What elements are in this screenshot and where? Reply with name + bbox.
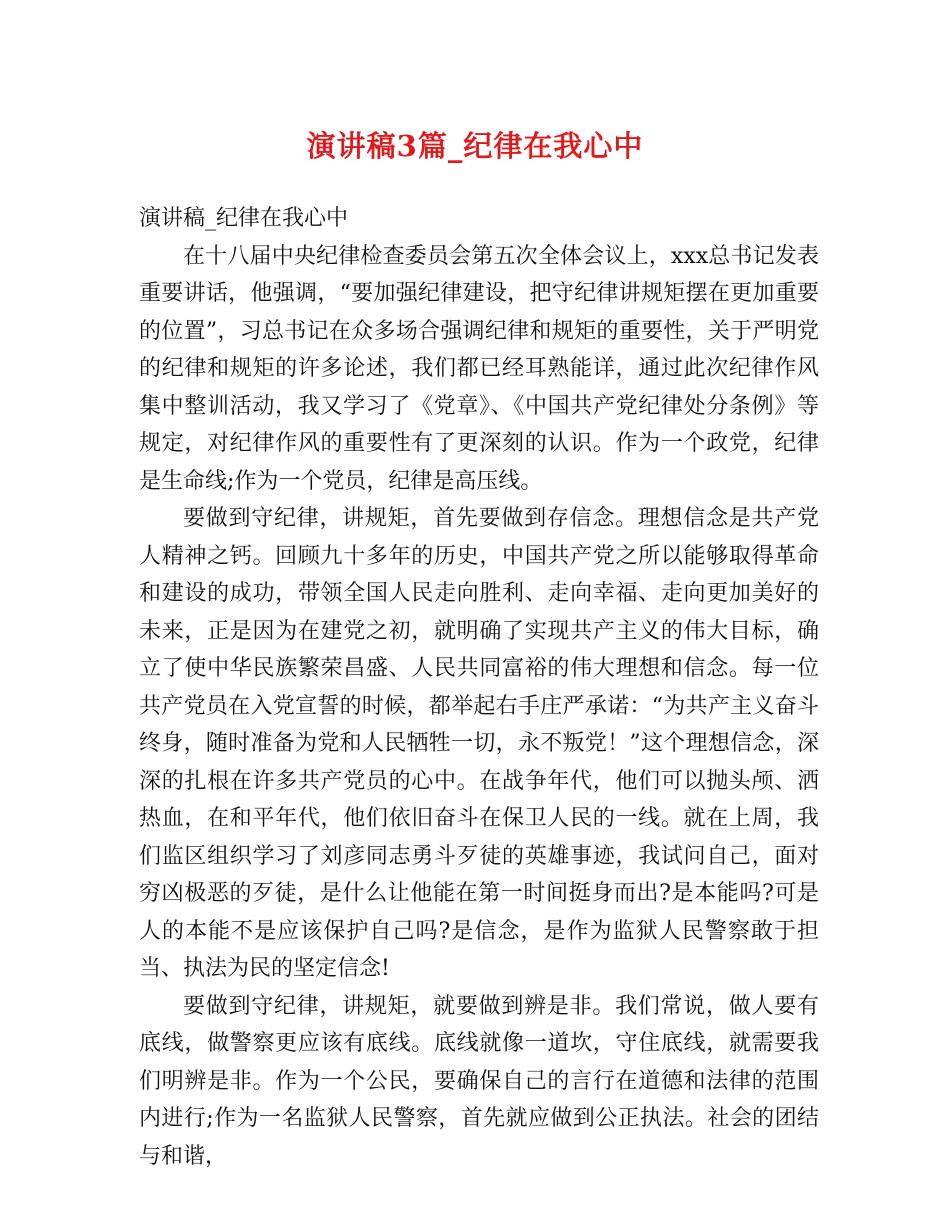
paragraph-3: 要做到守纪律，讲规矩，就要做到辨是非。我们常说，做人要有底线，做警察更应该有底线。底线就像一道坎，守住底线，就需要我们明辨是非。作为一个公民，要确保自己的言行在道德和法律的范围内进行;作为一名监狱人民警察，首先就应做到公正执法。社会的团结与和谐， bbox=[139, 993, 819, 1169]
paragraph-2: 要做到守纪律，讲规矩，首先要做到存信念。理想信念是共产党人精神之钙。回顾九十多年的历史，中国共产党之所以能够取得革命和建设的成功，带领全国人民走向胜利、走向幸福、走向更加美好的未来，正是因为在建党之初，就明确了实现共产主义的伟大目标，确立了使中华民族繁荣昌盛、人民共同富裕的伟大理想和信念。每一位共产党员在入党宣誓的时候，都举起右手庄严承诺：“为共产主义奋斗终身，随时准备为党和人民牺牲一切，永不叛党！”这个理想信念，深深的扎根在许多共产党员的心中。在战争年代，他们可以抛头颅、洒热血，在和平年代，他们依旧奋斗在保卫人民的一线。就在上周，我们监区组织学习了刘彦同志勇斗歹徒的英雄事迹，我试问自己，面对穷凶极恶的歹徒，是什么让他能在第一时间挺身而出?是本能吗?可是人的本能不是应该保护自己吗?是信念，是作为监狱人民警察敢于担当、执法为民的坚定信念! bbox=[139, 506, 819, 981]
document-body bbox=[139, 200, 819, 1175]
document-subtitle: 演讲稿_纪律在我心中 bbox=[139, 206, 349, 231]
paragraph-1: 在十八届中央纪律检查委员会第五次全体会议上，xxx总书记发表重要讲话，他强调，“要加强纪律建设，把守纪律讲规矩摆在更加重要的位置”，习总书记在众多场合强调纪律和规矩的重要性，关于严明党的纪律和规矩的许多论述，我们都已经耳熟能详，通过此次纪律作风集中整训活动，我又学习了《党章》、《中国共产党纪律处分条例》等规定，对纪律作风的重要性有了更深刻的认识。作为一个政党，纪律是生命线;作为一个党员，纪律是高压线。 bbox=[139, 243, 819, 494]
document-title: 演讲稿3篇_纪律在我心中 bbox=[306, 129, 644, 163]
